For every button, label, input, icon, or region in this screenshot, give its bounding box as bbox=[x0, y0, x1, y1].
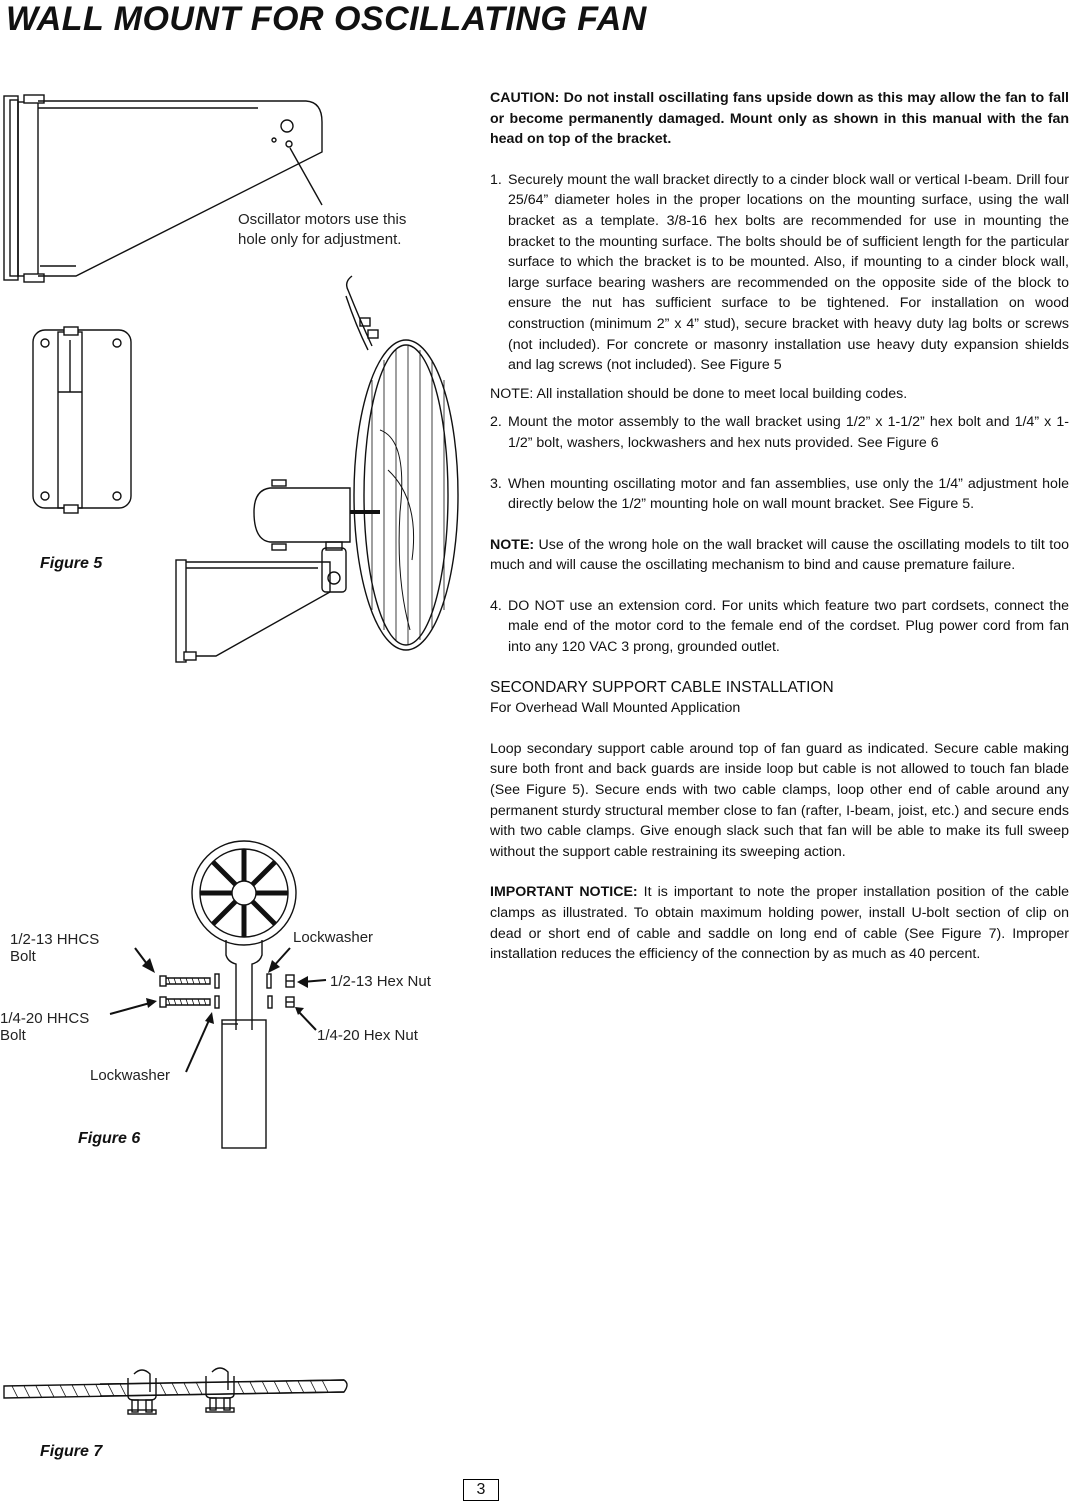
fig5-callout-line1: Oscillator motors use this bbox=[238, 211, 407, 228]
page-number: 3 bbox=[463, 1479, 499, 1501]
step-text: Mount the motor assembly to the wall bracket using 1/2” x 1-1/2” hex bolt and 1/4” x 1-1/2” bolt, washers, lockwashers and hex nuts provided. See Figure 6 bbox=[508, 414, 1069, 451]
fig6-caption: Figure 6 bbox=[78, 1130, 141, 1147]
figure6-arrowheads bbox=[142, 958, 308, 1024]
fig5-callout-line2: hole only for adjustment. bbox=[238, 231, 402, 248]
adjustment-hole bbox=[286, 141, 292, 147]
mounting-hole bbox=[281, 120, 293, 132]
section-subheading: For Overhead Wall Mounted Application bbox=[490, 700, 741, 717]
fig6-label-half-hexnut: 1/2-13 Hex Nut bbox=[330, 973, 431, 990]
important-text: It is important to note the proper installation position of the cable clamps as illustrated. To obtain maximum holding power, install U-bolt section of clip on dead or short end of cable and saddle on long end of cable (See Figure 7). Improper installation reduces the efficiency of the connection by as much as 40 percent. bbox=[490, 884, 1069, 963]
note-building-codes: NOTE: All installation should be done to meet local building codes. bbox=[490, 385, 908, 402]
note-label: NOTE: bbox=[490, 536, 535, 553]
cable-paragraph: Loop secondary support cable around top of fan guard as indicated. Secure cable making sure both front and back guards are inside loop but cable is not allowed to touch fan blade (See Figure 5). Secure ends with two cable clamps, loop other end of cable around any permanent sturdy structural member close to fan (rafter, I-beam, joist, etc.) and secure ends with two cable clamps. Give enough slack such that fan will be able to make its full sweep without the support cable restraining its sweeping action. bbox=[490, 740, 1069, 860]
note-text: Use of the wrong hole on the wall bracket will cause the oscillating models to tilt too much and will cause the oscillating mechanism to bind and cause premature failure. bbox=[490, 536, 1069, 574]
important-label: IMPORTANT NOTICE: bbox=[490, 884, 638, 901]
fig6-label-quarter-bolt-line1: 1/4-20 HHCS bbox=[0, 1010, 90, 1027]
section-heading: SECONDARY SUPPORT CABLE INSTALLATION bbox=[490, 678, 834, 696]
step-text: Securely mount the wall bracket directly to a cinder block wall or vertical I-beam. Drill four 25/64” diameter holes in the proper locations on the mounting surface, using the wall bracket as a template. 3/8-16 hex bolts are recommended for use in mounting the bracket to the mounting surface. The bolts should be of sufficient length for the particular surface to which the bracket is to be mounted. Also, if mounting to a cinder block wall, large surface bearing washers are recommended on the opposite side of the block to ensure the nut has sufficient surface to be tightened. For installation on wood construction (minimum 2” x 4” stud), secure bracket with heavy duty lag bolts or screws (not included). For concrete or masonry installation use heavy duty expansion shields and lag screws (not included). See Figure 5 bbox=[508, 171, 1069, 374]
figure7-drawing bbox=[4, 1368, 347, 1414]
fig6-label-half-bolt-line2: Bolt bbox=[10, 948, 36, 965]
figure6-drawing bbox=[160, 841, 296, 1148]
fig6-label-quarter-bolt-line2: Bolt bbox=[0, 1027, 26, 1044]
fig6-label-lockwasher-top: Lockwasher bbox=[293, 929, 374, 946]
page-title: WALL MOUNT FOR OSCILLATING FAN bbox=[6, 0, 647, 38]
fig5-caption: Figure 5 bbox=[40, 555, 103, 572]
bracket-side-view bbox=[4, 95, 322, 282]
caution-paragraph: CAUTION: Do not install oscillating fans upside down as this may allow the fan to fall or become permanently damaged. Mount only as shown in this manual with the fan head on top of the bracket. bbox=[490, 90, 1069, 148]
step-number: 1. bbox=[490, 171, 502, 188]
step-number: 4. bbox=[490, 597, 502, 614]
step-number: 3. bbox=[490, 475, 502, 492]
fig6-label-half-bolt-line1: 1/2-13 HHCS bbox=[10, 931, 100, 948]
fig6-label-quarter-hexnut: 1/4-20 Hex Nut bbox=[317, 1027, 418, 1044]
fig7-caption: Figure 7 bbox=[40, 1443, 103, 1460]
step-text: DO NOT use an extension cord. For units which feature two part cordsets, connect the male end of the motor cord to the female end of the cordset. Plug power cord from fan into any 120 VAC 3 prong, grounded outlet. bbox=[508, 597, 1069, 656]
figure6-leaders bbox=[110, 948, 326, 1072]
step-text: When mounting oscillating motor and fan assemblies, use only the 1/4” adjustment hole directly below the 1/2” mounting hole on wall mount bracket. See Figure 5. bbox=[508, 475, 1069, 513]
step-number: 2. bbox=[490, 414, 502, 431]
fan-assembly bbox=[176, 276, 458, 662]
wall-plate bbox=[33, 327, 131, 513]
fig6-label-lockwasher-bottom: Lockwasher bbox=[90, 1067, 171, 1084]
